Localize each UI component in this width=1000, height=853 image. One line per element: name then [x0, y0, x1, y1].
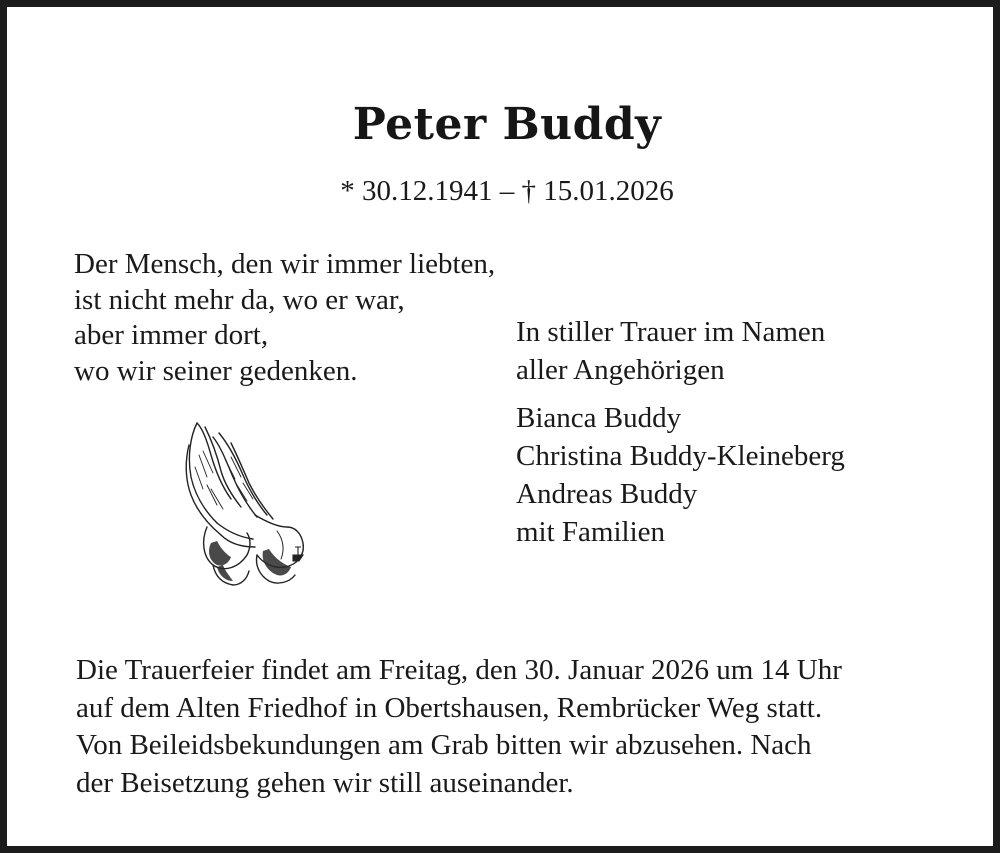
- service-line: der Beisetzung gehen wir still auseinander.: [76, 766, 574, 799]
- funeral-service-info: [76, 652, 956, 802]
- mourning-intro-line: In stiller Trauer im Namen: [516, 316, 826, 348]
- mourner-name: mit Familien: [516, 516, 666, 548]
- mourner-name: Andreas Buddy: [516, 478, 698, 510]
- praying-hands-icon: [177, 415, 322, 590]
- poem-line: wo wir seiner gedenken.: [74, 354, 358, 387]
- deceased-name: Peter Buddy: [352, 99, 662, 150]
- poem-line: Der Mensch, den wir immer liebten,: [74, 248, 496, 280]
- spacer: [516, 389, 976, 399]
- poem-line: ist nicht mehr da, wo er war,: [74, 283, 405, 316]
- service-line: Die Trauerfeier findet am Freitag, den 30. Januar 2026 um 14 Uhr: [76, 654, 842, 686]
- mourners-block: [516, 313, 976, 551]
- service-line: Von Beileidsbekundungen am Grab bitten wir abzusehen. Nach: [76, 729, 812, 761]
- life-dates: * 30.12.1941 – † 15.01.2026: [340, 175, 674, 207]
- poem-line: aber immer dort,: [74, 319, 269, 351]
- mourner-name: Bianca Buddy: [516, 402, 682, 434]
- mourning-intro-line: aller Angehörigen: [516, 354, 725, 386]
- mourner-name: Christina Buddy-Kleineberg: [516, 440, 845, 472]
- service-line: auf dem Alten Friedhof in Obertshausen, Rembrücker Weg statt.: [76, 691, 823, 724]
